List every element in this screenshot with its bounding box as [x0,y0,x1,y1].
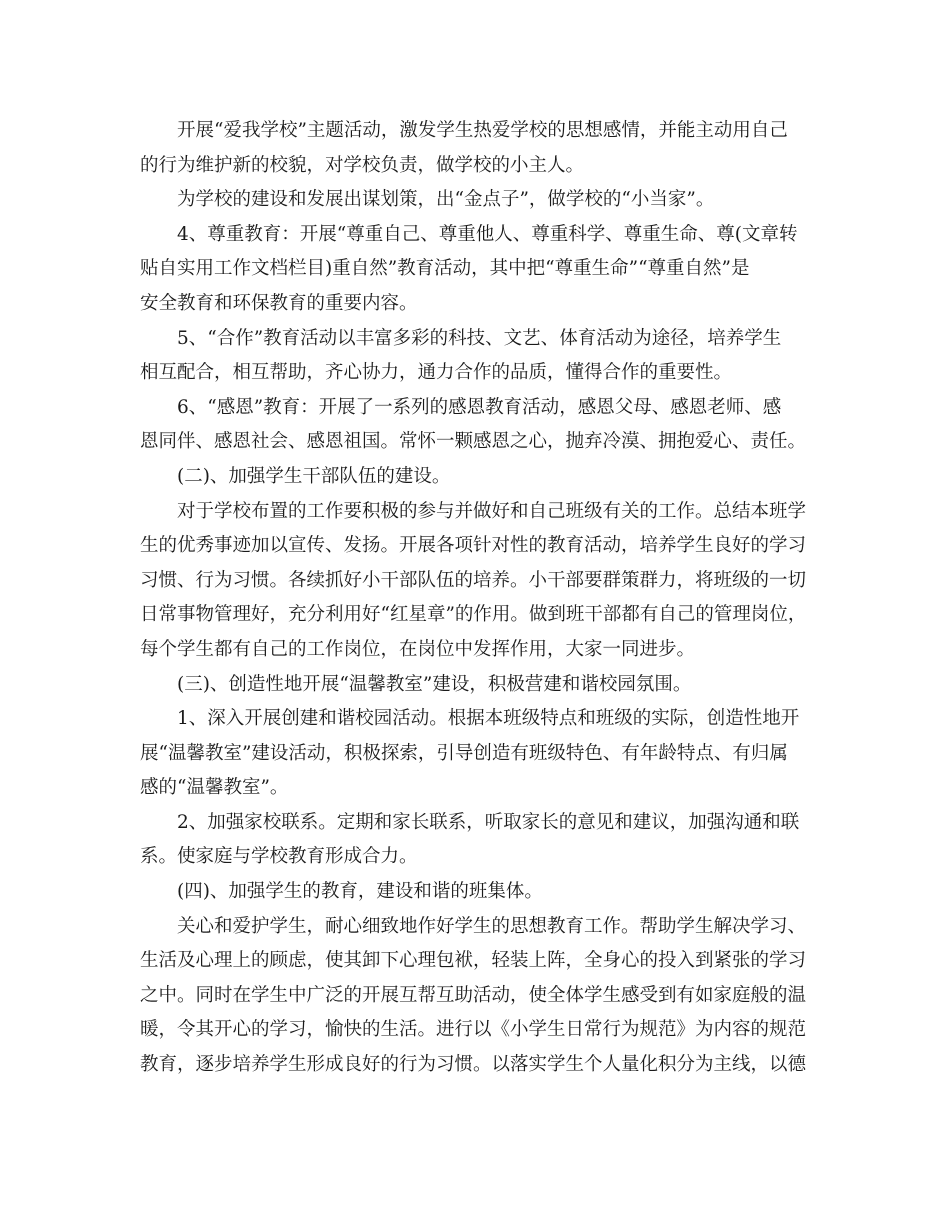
text-line: 日常事物管理好，充分利用好“红星章”的作用。做到班干部都有自己的管理岗位， [140,604,807,626]
paragraph-gratitude-education [140,391,820,460]
text-line: 关心和爱护学生，耐心细致地作好学生的思想教育工作。帮助学生解决学习、 [177,915,807,937]
section-heading-student-cadres [140,460,820,495]
text-line: 2、加强家校联系。定期和家长联系，听取家长的意见和建议，加强沟通和联 [177,811,800,833]
text-line: 展“温馨教室”建设活动，积极探索，引导创造有班级特色、有年龄特点、有归属 [140,742,788,764]
text-line: (三)、创造性地开展“温馨教室”建设，积极营建和谐校园氛围。 [177,673,692,695]
text-line: 贴自实用工作文档栏目)重自然”教育活动，其中把“尊重生命”“尊重自然”是 [140,258,750,280]
text-line: 之中。同时在学生中广泛的开展互帮互助活动，使全体学生感受到有如家庭般的温 [140,984,807,1006]
text-line: 系。使家庭与学校教育形成合力。 [140,846,418,868]
text-line: 6、“感恩”教育：开展了一系列的感恩教育活动，感恩父母、感恩老师、感 [177,396,782,418]
paragraph-care-for-students [140,910,820,1083]
text-line: 安全教育和环保教育的重要内容。 [140,292,418,314]
text-line: (二)、加强学生干部队伍的建设。 [177,465,451,487]
text-line: 感的“温馨教室”。 [140,777,289,799]
text-line: 的行为维护新的校貌，对学校负责，做学校的小主人。 [140,154,585,176]
paragraph-love-school [140,114,820,183]
text-line: 相互配合，相互帮助，齐心协力，通力合作的品质，懂得合作的重要性。 [140,362,733,384]
text-line: 对于学校布置的工作要积极的参与并做好和自己班级有关的工作。总结本班学 [177,500,807,522]
paragraph-harmonious-campus [140,702,820,806]
text-line: (四)、加强学生的教育，建设和谐的班集体。 [177,881,543,903]
text-line: 1、深入开展创建和谐校园活动。根据本班级特点和班级的实际，创造性地开 [177,708,800,730]
text-line: 教育，逐步培养学生形成良好的行为习惯。以落实学生个人量化积分为主线，以德 [140,1054,807,1076]
paragraph-home-school-contact [140,806,820,875]
text-line: 5、“合作”教育活动以丰富多彩的科技、文艺、体育活动为途径，培养学生 [177,327,782,349]
section-heading-class-collective [140,875,820,910]
paragraph-respect-education [140,218,820,322]
text-line: 生活及心理上的顾虑，使其卸下心理包袱，轻装上阵，全身心的投入到紧张的学习 [140,950,807,972]
paragraph-cooperation-education [140,322,820,391]
section-heading-warm-classroom [140,668,820,703]
text-line: 暖，令其开心的学习，愉快的生活。进行以《小学生日常行为规范》为内容的规范 [140,1019,807,1041]
paragraph-suggestions [140,183,820,218]
text-line: 每个学生都有自己的工作岗位，在岗位中发挥作用，大家一同进步。 [140,638,696,660]
text-line: 恩同伴、感恩社会、感恩祖国。常怀一颗感恩之心，抛弃冷漠、拥抱爱心、责任。 [140,431,807,453]
paragraph-student-cadres [140,495,820,668]
text-line: 生的优秀事迹加以宣传、发扬。开展各项针对性的教育活动，培养学生良好的学习 [140,535,807,557]
text-line: 4、尊重教育：开展“尊重自己、尊重他人、尊重科学、尊重生命、尊(文章转 [177,223,798,245]
text-line: 开展“爱我学校”主题活动，激发学生热爱学校的思想感情，并能主动用自己 [177,120,788,141]
text-line: 为学校的建设和发展出谋划策，出“金点子”，做学校的“小当家”。 [177,189,715,211]
document-body [140,114,820,1083]
text-line: 习惯、行为习惯。各续抓好小干部队伍的培养。小干部要群策群力，将班级的一切 [140,569,807,591]
